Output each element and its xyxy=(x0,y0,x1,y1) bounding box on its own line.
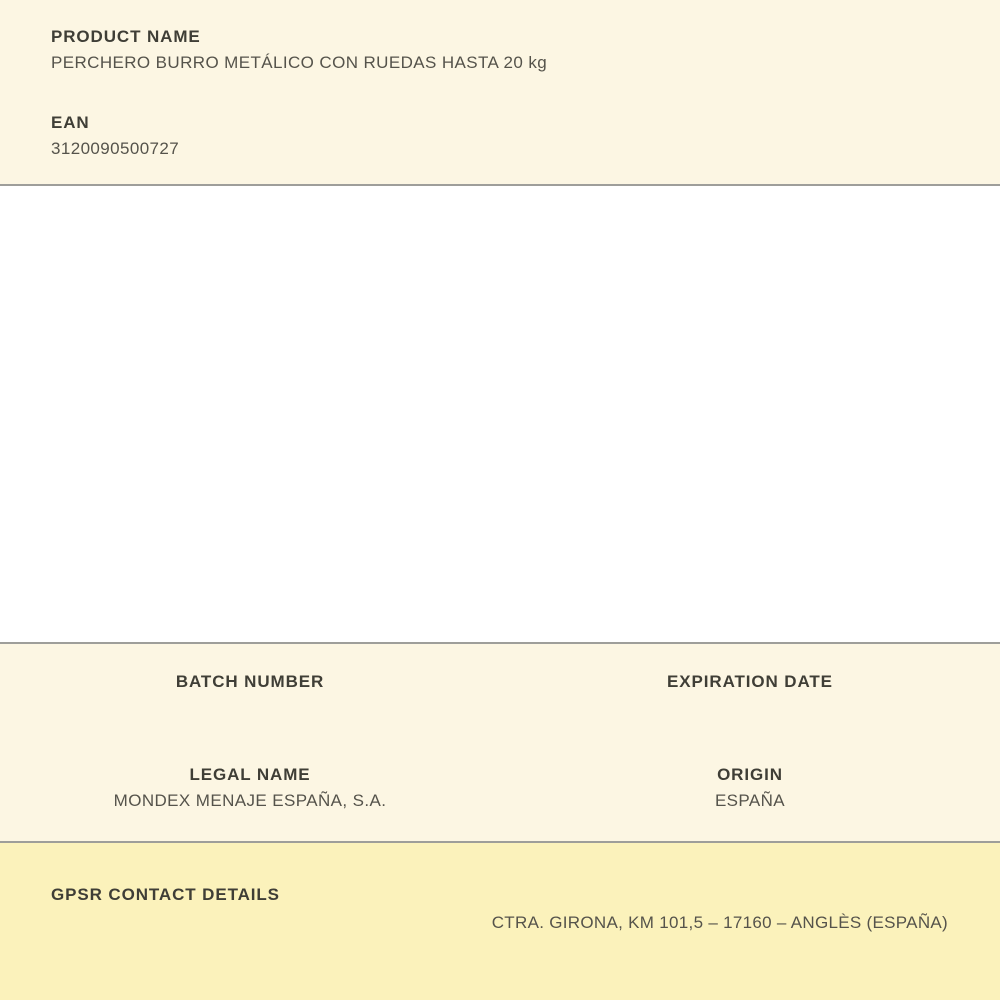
origin-label: ORIGIN xyxy=(717,765,783,784)
product-image-placeholder xyxy=(0,186,1000,644)
batch-number-label: BATCH NUMBER xyxy=(175,672,325,691)
legal-origin-row xyxy=(0,765,1000,811)
legal-name-value: MONDEX MENAJE ESPAÑA, S.A. xyxy=(113,791,387,810)
expiration-date-value xyxy=(500,698,1000,718)
origin-field xyxy=(500,765,1000,811)
ean-field xyxy=(51,113,949,159)
batch-expiration-row xyxy=(0,672,1000,718)
ean-value: 3120090500727 xyxy=(51,139,180,158)
expiration-date-label: EXPIRATION DATE xyxy=(667,672,833,691)
product-name-field xyxy=(51,27,949,73)
gpsr-contact-section xyxy=(0,843,1000,1000)
gpsr-address-value: CTRA. GIRONA, KM 101,5 – 17160 – ANGLÈS (ESPAÑA) xyxy=(491,913,948,932)
legal-name-field xyxy=(0,765,500,811)
product-name-value: PERCHERO BURRO METÁLICO CON RUEDAS HASTA 20 kg xyxy=(51,53,548,72)
product-name-label: PRODUCT NAME xyxy=(51,27,201,46)
origin-value: ESPAÑA xyxy=(714,791,786,810)
details-section xyxy=(0,644,1000,843)
batch-number-value xyxy=(0,698,500,718)
ean-label: EAN xyxy=(51,113,90,132)
expiration-date-field xyxy=(500,672,1000,718)
product-header-section xyxy=(0,0,1000,186)
batch-number-field xyxy=(0,672,500,718)
legal-name-label: LEGAL NAME xyxy=(189,765,311,784)
gpsr-contact-details-label: GPSR CONTACT DETAILS xyxy=(51,885,280,904)
